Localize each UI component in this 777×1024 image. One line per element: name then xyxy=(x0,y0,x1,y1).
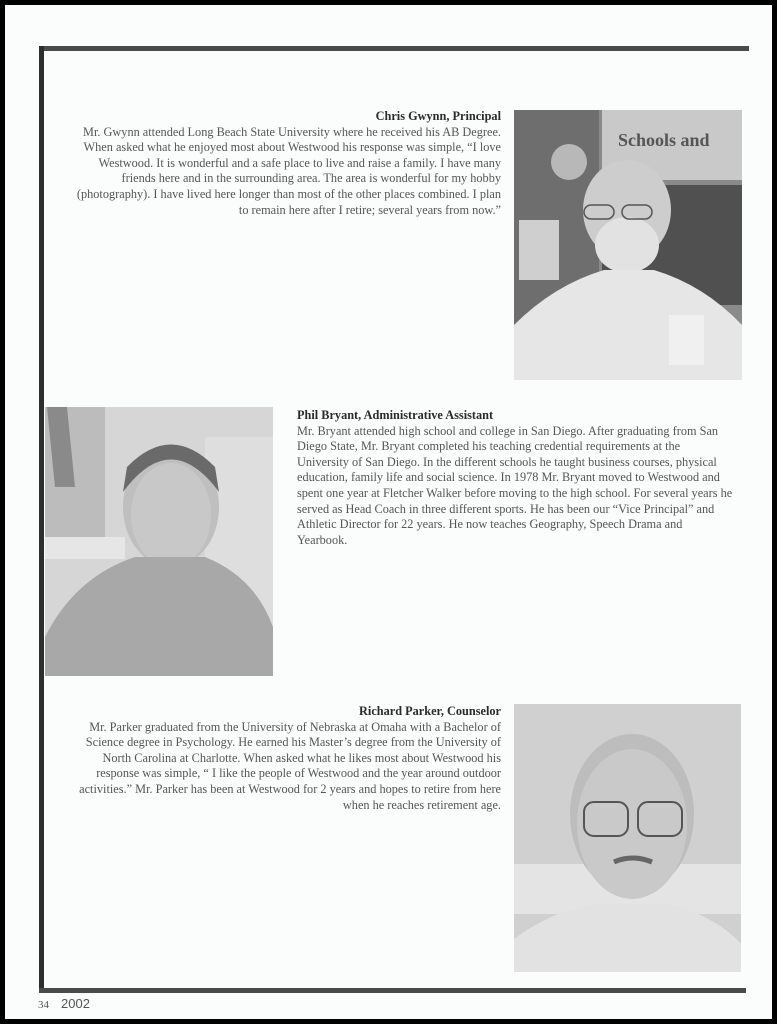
photo-phil-bryant xyxy=(45,407,273,676)
bio-chris-gwynn xyxy=(69,109,501,218)
page-number: 34 xyxy=(38,999,49,1011)
staff-name: Phil Bryant, Administrative Assistant xyxy=(297,408,494,422)
staff-bio: Mr. Bryant attended high school and college in San Diego. After graduating from San Diego State, Mr. Bryant completed his teaching credential requirements at the University of San Diego. In the different schools he taught business courses, physical education, family life and social science. In 1978 Mr. Bryant moved to Westwood and spent one year at Fletcher Walker before moving to the high school. For several years he served as Head Coach in three different sports. He has been our “Vice Principal” and Athletic Director for 22 years. He now teaches Geography, Speech Drama and Yearbook. xyxy=(297,423,733,547)
photo-sign-text: Schools and xyxy=(618,130,710,150)
staff-bio: Mr. Parker graduated from the University of Nebraska at Omaha with a Bachelor of Science degree in Psychology. He earned his Master’s degree from the University of North Carolina at Charlotte. When asked what he likes most about Westwood his response was simple, “ I like the people of Westwood and the year around outdoor activities.” Mr. Parker has been at Westwood for 2 years and hopes to retire from here when he reaches retirement age. xyxy=(79,719,501,812)
photo-richard-parker xyxy=(514,704,741,972)
frame-bottom-rule xyxy=(39,988,746,993)
footer-year: 2002 xyxy=(61,996,90,1011)
yearbook-page xyxy=(5,5,772,1019)
frame-top-rule xyxy=(39,46,749,51)
staff-name: Richard Parker, Counselor xyxy=(359,704,501,718)
frame-left-rule xyxy=(39,46,44,993)
page-footer xyxy=(38,995,90,1013)
bio-phil-bryant xyxy=(297,408,735,548)
photo-chris-gwynn xyxy=(514,110,742,380)
bio-richard-parker xyxy=(69,704,501,813)
staff-bio: Mr. Gwynn attended Long Beach State University where he received his AB Degree. When asked what he enjoyed most about Westwood his response was simple, “I love Westwood. It is wonderful and a safe place to live and raise a family. I have many friends here and in the surrounding area. The area is wonderful for my hobby (photography). I have lived here longer than most of the other places combined. I plan to remain here after I retire; several years from now.” xyxy=(76,124,501,217)
staff-name: Chris Gwynn, Principal xyxy=(375,109,501,123)
